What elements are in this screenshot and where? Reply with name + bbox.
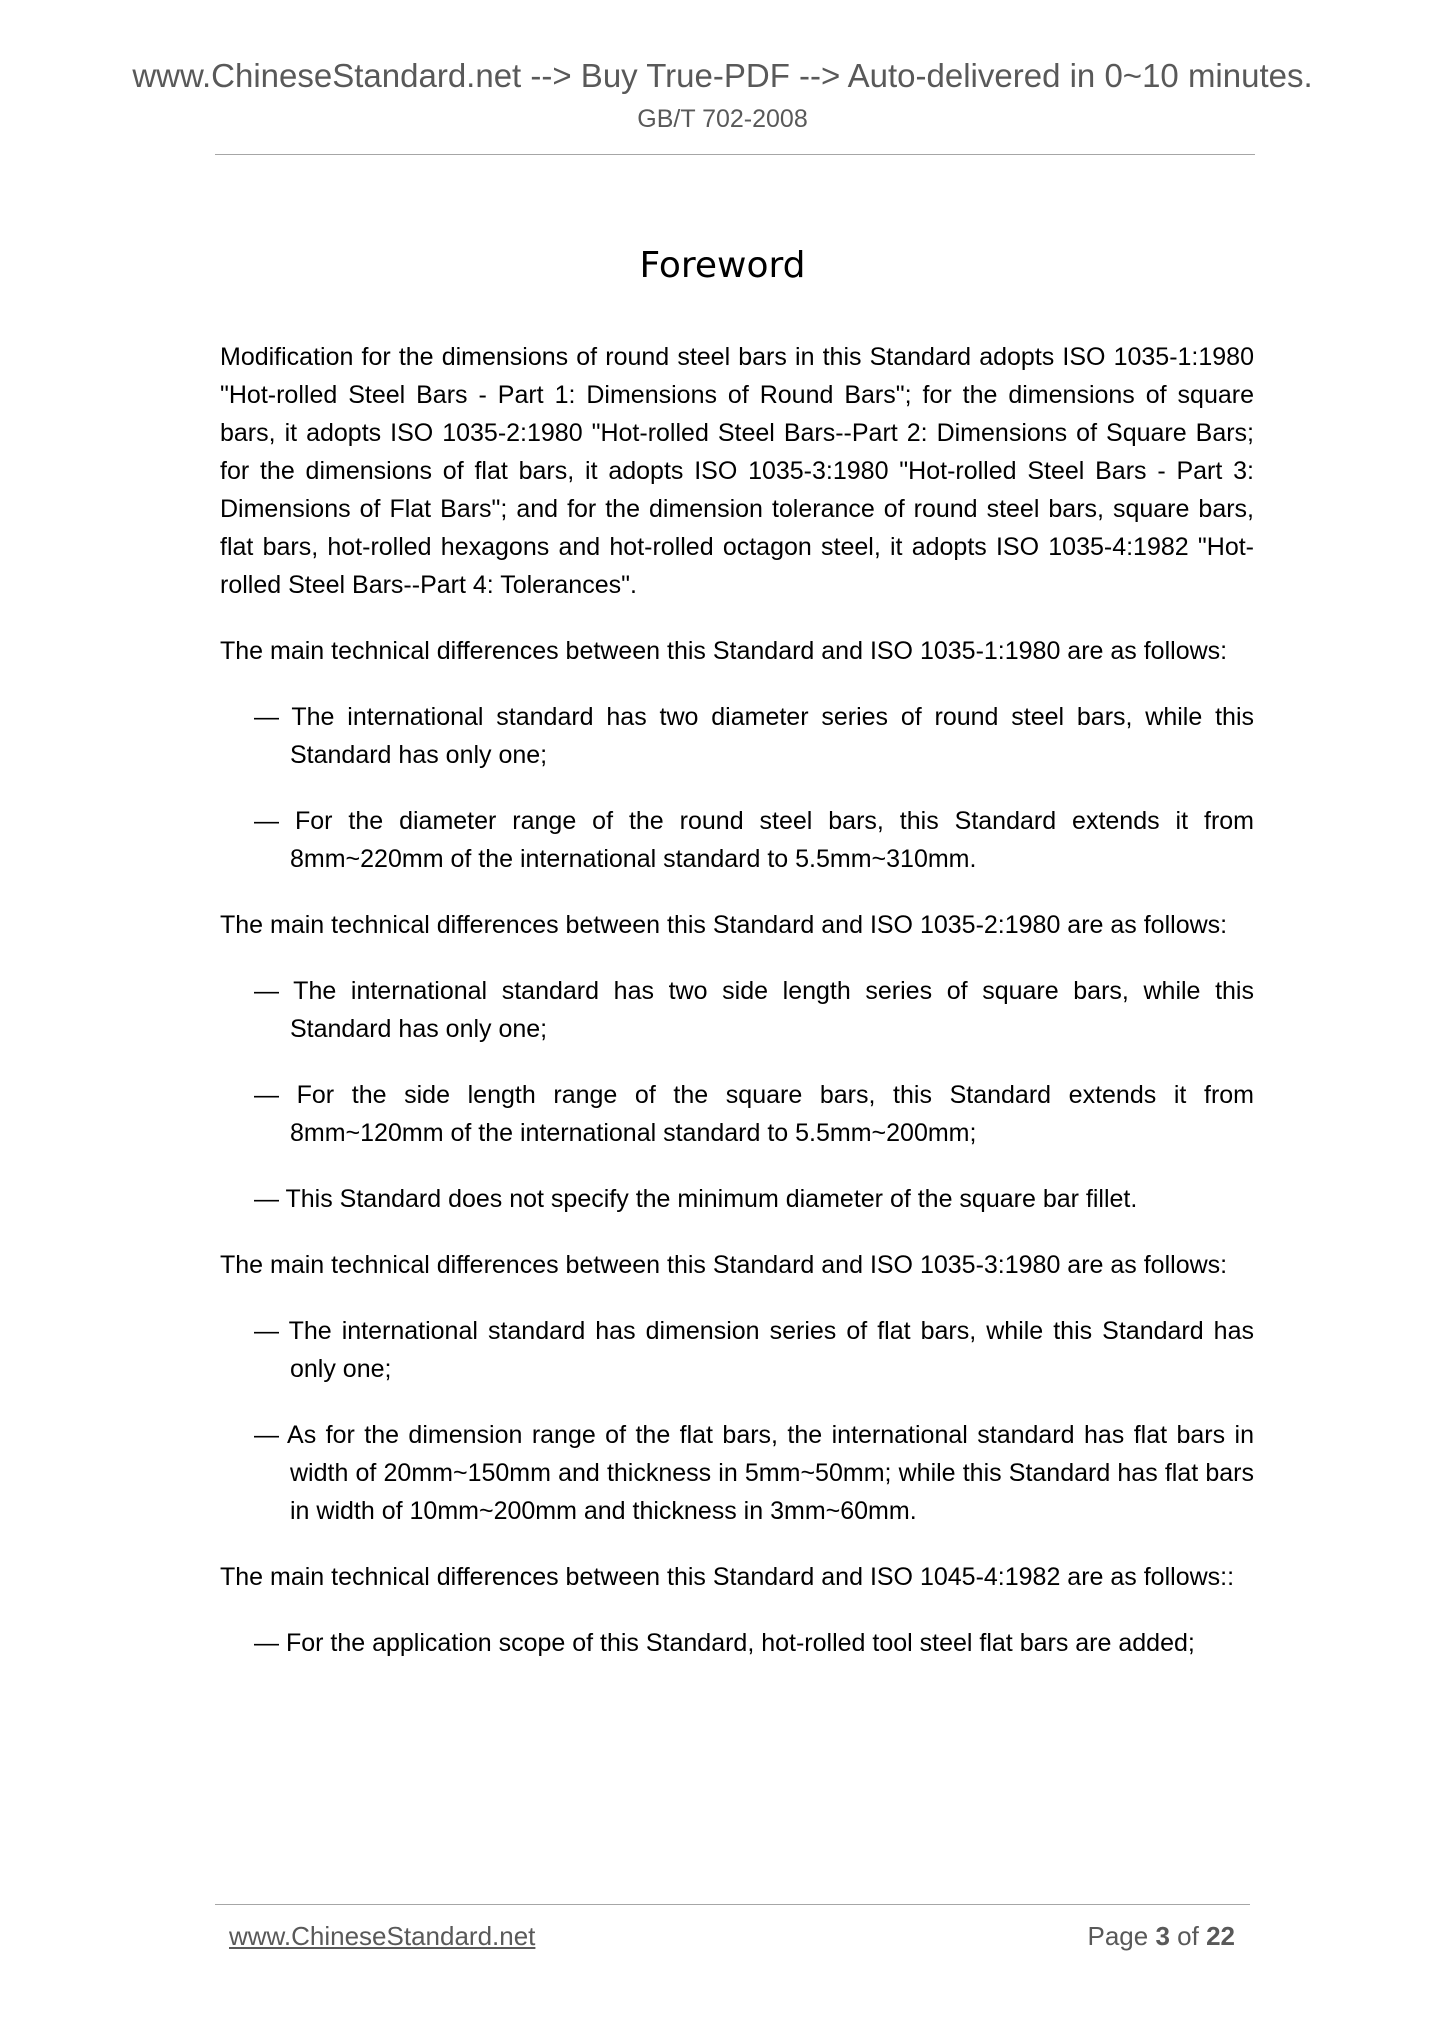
paragraph: The main technical differences between this Standard and ISO 1035-2:1980 are as follows: (220, 911, 1228, 939)
paragraph: The main technical differences between this Standard and ISO 1035-3:1980 are as follows: (220, 1251, 1228, 1279)
document-body (220, 338, 1254, 1690)
paragraph: The main technical differences between this Standard and ISO 1045-4:1982 are as follows:: (220, 1563, 1235, 1591)
page-label: Page (1087, 1921, 1149, 1951)
footer-site-link[interactable]: www.ChineseStandard.net (229, 1921, 536, 1951)
footer-divider (215, 1904, 1250, 1905)
page-number (1087, 1920, 1235, 1952)
header-divider (215, 154, 1255, 155)
list-item: — For the diameter range of the round steel bars, this Standard extends it from 8mm~220mm of the international standard to 5.5mm~310mm. (254, 807, 1254, 873)
paragraph: The main technical differences between this Standard and ISO 1035-1:1980 are as follows: (220, 637, 1228, 665)
page-current: 3 (1155, 1921, 1170, 1951)
standard-code: GB/T 702-2008 (637, 105, 808, 133)
list-item: — As for the dimension range of the flat bars, the international standard has flat bars in width of 20mm~150mm and thickness in 5mm~50mm; while this Standard has flat bars in width of 10mm~200mm and thickness in 3mm~60mm. (254, 1421, 1254, 1525)
list-item: — The international standard has dimension series of flat bars, while this Standard has only one; (254, 1317, 1254, 1383)
list-item: — This Standard does not specify the minimum diameter of the square bar fillet. (254, 1185, 1138, 1213)
page-total: 22 (1206, 1921, 1235, 1951)
list-item: — The international standard has two side length series of square bars, while this Standard has only one; (254, 977, 1254, 1043)
page-of: of (1177, 1921, 1199, 1951)
list-item: — For the side length range of the square bars, this Standard extends it from 8mm~120mm of the international standard to 5.5mm~200mm; (254, 1081, 1254, 1147)
page-title: Foreword (639, 245, 806, 286)
list-item: — For the application scope of this Standard, hot-rolled tool steel flat bars are added; (254, 1629, 1195, 1657)
header-banner[interactable]: www.ChineseStandard.net --> Buy True-PDF --> Auto-delivered in 0~10 minutes. (132, 57, 1313, 94)
paragraph: Modification for the dimensions of round steel bars in this Standard adopts ISO 1035-1:1980 "Hot-rolled Steel Bars - Part 1: Dimensions of Round Bars"; for the dimensions of square bars, it adopts ISO 1035-2:1980 "Hot-rolled Steel Bars--Part 2: Dimensions of Square Bars; for the dimensions of flat bars, it adopts ISO 1035-3:1980 "Hot-rolled Steel Bars - Part 3: Dimensions of Flat Bars"; and for the dimension tolerance of round steel bars, square bars, flat bars, hot-rolled hexagons and hot-rolled octagon steel, it adopts ISO 1035-4:1982 "Hot-rolled Steel Bars--Part 4: Tolerances". (220, 343, 1254, 599)
list-item: — The international standard has two diameter series of round steel bars, while this Standard has only one; (254, 703, 1254, 769)
